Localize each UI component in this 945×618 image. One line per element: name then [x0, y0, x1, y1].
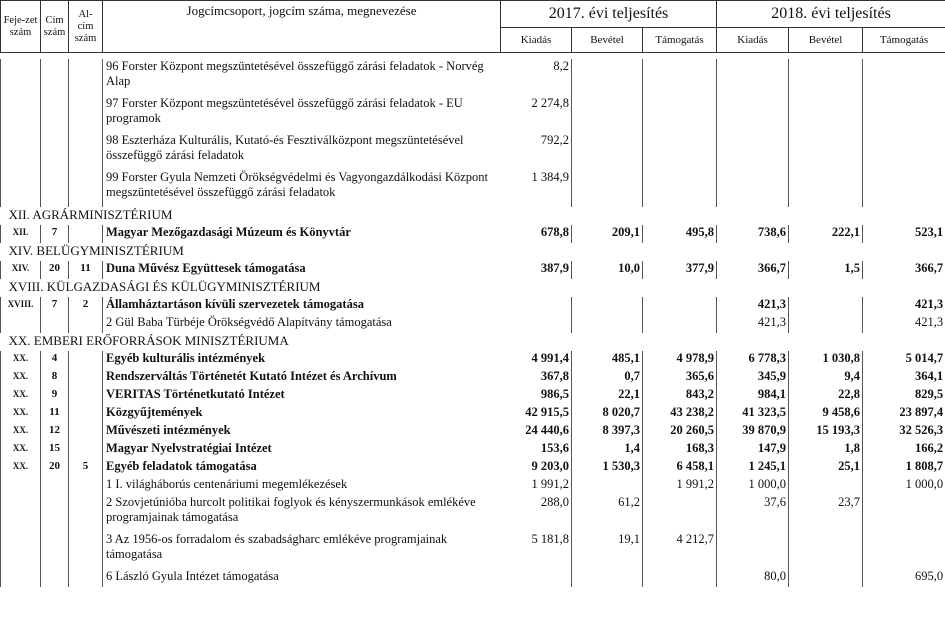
col-bevetel-2018: Bevétel: [789, 28, 863, 53]
table-row: [1, 315, 945, 333]
value-cell: 209,1: [572, 225, 643, 243]
fejezet-cell: XX.: [1, 351, 41, 369]
value-cell: [717, 96, 789, 133]
value-cell: 39 870,9: [717, 423, 789, 441]
fejezet-cell: [1, 133, 41, 170]
value-cell: 495,8: [643, 225, 717, 243]
ministry-heading: [1, 279, 945, 297]
item-name: 2 Gül Baba Türbéje Örökségvédő Alapítvány támogatása: [103, 315, 501, 333]
value-cell: [572, 315, 643, 333]
fejezet-cell: XII.: [1, 225, 41, 243]
value-cell: 366,7: [863, 261, 945, 279]
alcim-cell: [69, 133, 103, 170]
value-cell: 9,4: [789, 369, 863, 387]
cim-cell: 4: [41, 351, 69, 369]
fejezet-cell: [1, 477, 41, 495]
item-name: 6 László Gyula Intézet támogatása: [103, 569, 501, 587]
value-cell: 1 991,2: [501, 477, 572, 495]
value-cell: [863, 495, 945, 532]
value-cell: 22,1: [572, 387, 643, 405]
item-name: Egyéb feladatok támogatása: [103, 459, 501, 477]
table-row: [1, 59, 945, 96]
alcim-cell: 11: [69, 261, 103, 279]
col-bevetel-2017: Bevétel: [572, 28, 643, 53]
value-cell: 1 000,0: [863, 477, 945, 495]
value-cell: [789, 297, 863, 315]
item-name: 1 I. világháborús centenáriumi megemlékezések: [103, 477, 501, 495]
item-name: Művészeti intézmények: [103, 423, 501, 441]
cim-cell: 7: [41, 225, 69, 243]
value-cell: 1,4: [572, 441, 643, 459]
alcim-cell: [69, 59, 103, 96]
value-cell: [572, 59, 643, 96]
fejezet-cell: XX.: [1, 423, 41, 441]
fejezet-cell: [1, 96, 41, 133]
table-row: [1, 495, 945, 532]
item-name: VERITAS Történetkutató Intézet: [103, 387, 501, 405]
alcim-cell: [69, 96, 103, 133]
col-name: Jogcímcsoport, jogcím száma, megnevezése: [103, 1, 501, 53]
year-2017: 2017. évi teljesítés: [501, 1, 717, 28]
value-cell: [643, 315, 717, 333]
value-cell: [643, 133, 717, 170]
value-cell: [789, 170, 863, 207]
value-cell: [572, 569, 643, 587]
alcim-cell: [69, 477, 103, 495]
value-cell: 1 245,1: [717, 459, 789, 477]
value-cell: 1 991,2: [643, 477, 717, 495]
value-cell: [643, 59, 717, 96]
value-cell: [789, 477, 863, 495]
ministry-name: XVIII. KÜLGAZDASÁGI ÉS KÜLÜGYMINISZTÉRIUM: [8, 279, 321, 294]
value-cell: 5 181,8: [501, 532, 572, 569]
item-name: Rendszerváltás Történetét Kutató Intézet és Archívum: [103, 369, 501, 387]
value-cell: 421,3: [717, 297, 789, 315]
table-row: [1, 261, 945, 279]
alcim-cell: [69, 423, 103, 441]
value-cell: 367,8: [501, 369, 572, 387]
alcim-cell: 2: [69, 297, 103, 315]
cim-cell: [41, 315, 69, 333]
table-row: [1, 405, 945, 423]
value-cell: 1 808,7: [863, 459, 945, 477]
cim-cell: [41, 477, 69, 495]
value-cell: [717, 59, 789, 96]
value-cell: [863, 59, 945, 96]
value-cell: [501, 297, 572, 315]
value-cell: 678,8: [501, 225, 572, 243]
value-cell: 365,6: [643, 369, 717, 387]
cim-cell: 11: [41, 405, 69, 423]
item-name: 96 Forster Központ megszüntetésével összefüggő zárási feladatok - Norvég Alap: [103, 59, 501, 96]
ministry-name: XX. EMBERI ERŐFORRÁSOK MINISZTÉRIUMA: [8, 333, 289, 348]
value-cell: 421,3: [863, 297, 945, 315]
value-cell: [501, 315, 572, 333]
value-cell: 1 384,9: [501, 170, 572, 207]
value-cell: [643, 297, 717, 315]
value-cell: 5 014,7: [863, 351, 945, 369]
value-cell: 8 397,3: [572, 423, 643, 441]
value-cell: 4 978,9: [643, 351, 717, 369]
ministry-name: XIV. BELÜGYMINISZTÉRIUM: [8, 243, 184, 258]
alcim-cell: [69, 387, 103, 405]
cim-cell: [41, 569, 69, 587]
value-cell: 377,9: [643, 261, 717, 279]
value-cell: 986,5: [501, 387, 572, 405]
value-cell: [501, 569, 572, 587]
value-cell: [643, 569, 717, 587]
ministry-heading: [1, 333, 945, 351]
value-cell: 43 238,2: [643, 405, 717, 423]
value-cell: [789, 315, 863, 333]
col-fejezet: Feje-zet szám: [1, 1, 41, 53]
value-cell: [789, 133, 863, 170]
value-cell: 6 458,1: [643, 459, 717, 477]
value-cell: 153,6: [501, 441, 572, 459]
value-cell: 147,9: [717, 441, 789, 459]
alcim-cell: 5: [69, 459, 103, 477]
value-cell: 829,5: [863, 387, 945, 405]
table-row: [1, 477, 945, 495]
value-cell: 2 274,8: [501, 96, 572, 133]
fejezet-cell: XX.: [1, 459, 41, 477]
fejezet-cell: XX.: [1, 369, 41, 387]
item-name: Magyar Mezőgazdasági Múzeum és Könyvtár: [103, 225, 501, 243]
value-cell: 61,2: [572, 495, 643, 532]
fejezet-cell: [1, 59, 41, 96]
cim-cell: [41, 532, 69, 569]
value-cell: [643, 96, 717, 133]
fejezet-cell: [1, 315, 41, 333]
value-cell: 32 526,3: [863, 423, 945, 441]
value-cell: 20 260,5: [643, 423, 717, 441]
table-row: [1, 532, 945, 569]
value-cell: 485,1: [572, 351, 643, 369]
cim-cell: [41, 170, 69, 207]
cim-cell: 8: [41, 369, 69, 387]
value-cell: 695,0: [863, 569, 945, 587]
value-cell: 523,1: [863, 225, 945, 243]
item-name: 3 Az 1956-os forradalom és szabadságharc emlékéve programjainak támogatása: [103, 532, 501, 569]
alcim-cell: [69, 170, 103, 207]
fejezet-cell: [1, 532, 41, 569]
item-name: Magyar Nyelvstratégiai Intézet: [103, 441, 501, 459]
value-cell: 364,1: [863, 369, 945, 387]
value-cell: 792,2: [501, 133, 572, 170]
col-kiadas-2017: Kiadás: [501, 28, 572, 53]
table-row: [1, 459, 945, 477]
value-cell: 37,6: [717, 495, 789, 532]
value-cell: 366,7: [717, 261, 789, 279]
fejezet-cell: XX.: [1, 387, 41, 405]
year-2018: 2018. évi teljesítés: [717, 1, 945, 28]
value-cell: 166,2: [863, 441, 945, 459]
cim-cell: 9: [41, 387, 69, 405]
value-cell: [643, 495, 717, 532]
value-cell: [863, 133, 945, 170]
value-cell: 10,0: [572, 261, 643, 279]
value-cell: 15 193,3: [789, 423, 863, 441]
value-cell: 9 458,6: [789, 405, 863, 423]
alcim-cell: [69, 405, 103, 423]
value-cell: 0,7: [572, 369, 643, 387]
value-cell: 738,6: [717, 225, 789, 243]
value-cell: 1,5: [789, 261, 863, 279]
col-tamogatas-2018: Támogatás: [863, 28, 945, 53]
item-name: 97 Forster Központ megszüntetésével összefüggő zárási feladatok - EU programok: [103, 96, 501, 133]
table-row: [1, 369, 945, 387]
value-cell: [789, 532, 863, 569]
value-cell: 222,1: [789, 225, 863, 243]
value-cell: [863, 170, 945, 207]
value-cell: 19,1: [572, 532, 643, 569]
value-cell: 8,2: [501, 59, 572, 96]
value-cell: 41 323,5: [717, 405, 789, 423]
ministry-heading: [1, 243, 945, 261]
value-cell: [572, 297, 643, 315]
value-cell: [789, 569, 863, 587]
item-name: Közgyűjtemények: [103, 405, 501, 423]
col-cim: Cím szám: [41, 1, 69, 53]
alcim-cell: [69, 569, 103, 587]
value-cell: [572, 170, 643, 207]
alcim-cell: [69, 441, 103, 459]
value-cell: 387,9: [501, 261, 572, 279]
item-name: Egyéb kulturális intézmények: [103, 351, 501, 369]
cim-cell: 12: [41, 423, 69, 441]
value-cell: [572, 96, 643, 133]
fejezet-cell: [1, 569, 41, 587]
fejezet-cell: XVIII.: [1, 297, 41, 315]
item-name: 99 Forster Gyula Nemzeti Örökségvédelmi és Vagyongazdálkodási Központ megszüntetésével összefüggő zárási feladatok: [103, 170, 501, 207]
value-cell: 4 991,4: [501, 351, 572, 369]
fejezet-cell: XX.: [1, 405, 41, 423]
cim-cell: 20: [41, 261, 69, 279]
value-cell: [789, 59, 863, 96]
alcim-cell: [69, 315, 103, 333]
item-name: 2 Szovjetúnióba hurcolt politikai foglyok és kényszermunkások emlékéve programjainak támogatása: [103, 495, 501, 532]
alcim-cell: [69, 369, 103, 387]
value-cell: [643, 170, 717, 207]
value-cell: [717, 170, 789, 207]
value-cell: 4 212,7: [643, 532, 717, 569]
cim-cell: [41, 59, 69, 96]
value-cell: [572, 477, 643, 495]
value-cell: 984,1: [717, 387, 789, 405]
value-cell: 24 440,6: [501, 423, 572, 441]
alcim-cell: [69, 351, 103, 369]
table-row: [1, 225, 945, 243]
value-cell: [717, 133, 789, 170]
value-cell: [717, 532, 789, 569]
value-cell: 22,8: [789, 387, 863, 405]
col-kiadas-2018: Kiadás: [717, 28, 789, 53]
table-row: [1, 569, 945, 587]
fejezet-cell: XIV.: [1, 261, 41, 279]
ministry-name: XII. AGRÁRMINISZTÉRIUM: [8, 207, 173, 222]
value-cell: 8 020,7: [572, 405, 643, 423]
item-name: Duna Művész Együttesek támogatása: [103, 261, 501, 279]
fejezet-cell: XX.: [1, 441, 41, 459]
value-cell: 421,3: [863, 315, 945, 333]
value-cell: 23,7: [789, 495, 863, 532]
value-cell: [863, 532, 945, 569]
fejezet-cell: [1, 170, 41, 207]
cim-cell: [41, 133, 69, 170]
cim-cell: 15: [41, 441, 69, 459]
col-tamogatas-2017: Támogatás: [643, 28, 717, 53]
value-cell: 288,0: [501, 495, 572, 532]
cim-cell: 20: [41, 459, 69, 477]
value-cell: 80,0: [717, 569, 789, 587]
table-row: [1, 297, 945, 315]
value-cell: 1 000,0: [717, 477, 789, 495]
table-row: [1, 170, 945, 207]
value-cell: 345,9: [717, 369, 789, 387]
alcim-cell: [69, 532, 103, 569]
value-cell: [789, 96, 863, 133]
value-cell: 42 915,5: [501, 405, 572, 423]
table-row: [1, 351, 945, 369]
value-cell: 1,8: [789, 441, 863, 459]
value-cell: 168,3: [643, 441, 717, 459]
value-cell: 421,3: [717, 315, 789, 333]
cim-cell: [41, 495, 69, 532]
table-row: [1, 96, 945, 133]
col-alcim: Al-cím szám: [69, 1, 103, 53]
table-row: [1, 441, 945, 459]
item-name: Államháztartáson kívüli szervezetek támogatása: [103, 297, 501, 315]
value-cell: 9 203,0: [501, 459, 572, 477]
alcim-cell: [69, 225, 103, 243]
table-row: [1, 423, 945, 441]
value-cell: 23 897,4: [863, 405, 945, 423]
value-cell: 1 530,3: [572, 459, 643, 477]
value-cell: [572, 133, 643, 170]
cim-cell: 7: [41, 297, 69, 315]
table-row: [1, 387, 945, 405]
value-cell: 843,2: [643, 387, 717, 405]
item-name: 98 Eszterháza Kulturális, Kutató-és Fesztiválközpont megszüntetésével összefüggő zárási feladatok: [103, 133, 501, 170]
cim-cell: [41, 96, 69, 133]
table-row: [1, 133, 945, 170]
ministry-heading: [1, 207, 945, 225]
fejezet-cell: [1, 495, 41, 532]
value-cell: 6 778,3: [717, 351, 789, 369]
value-cell: 1 030,8: [789, 351, 863, 369]
value-cell: 25,1: [789, 459, 863, 477]
alcim-cell: [69, 495, 103, 532]
value-cell: [863, 96, 945, 133]
